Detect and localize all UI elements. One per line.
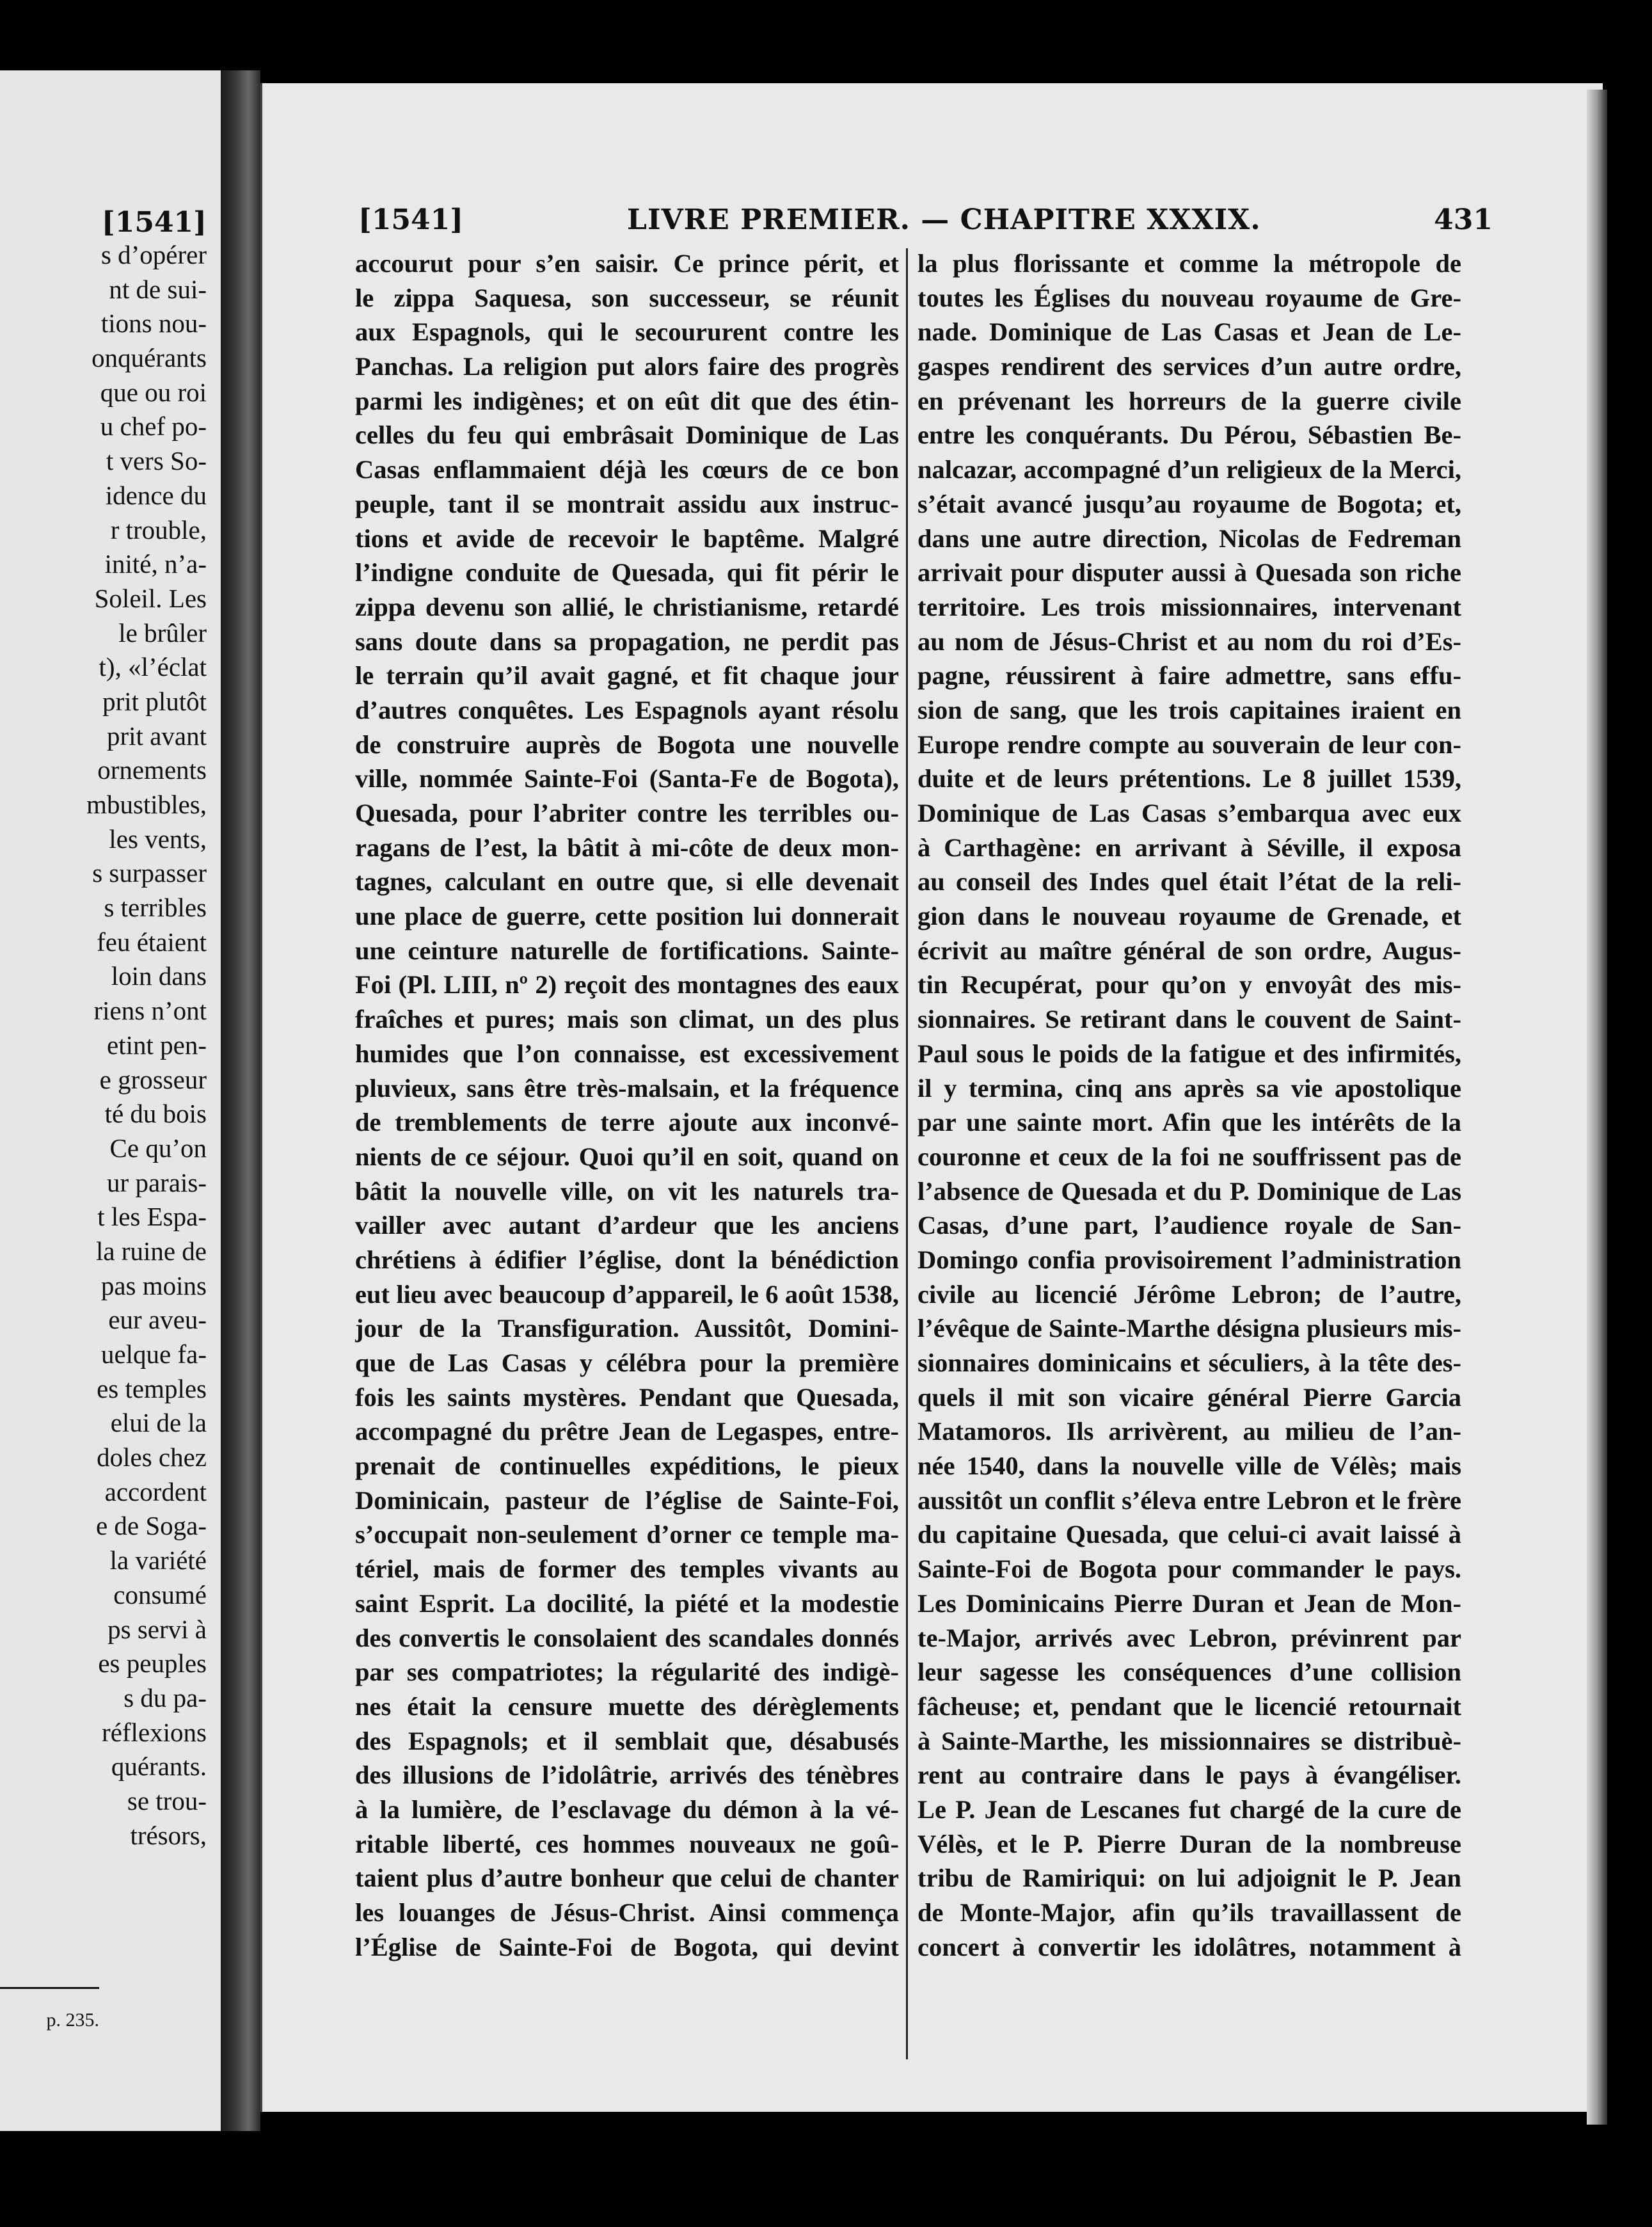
text-line: le brûler [118,618,207,648]
text-line: ur parais- [107,1167,207,1197]
text-line: l’indigne conduite de Quesada, qui fit périr le [355,558,899,587]
text-line: que ou roi [100,377,207,407]
text-column-left [355,246,899,1964]
text-line: nt de sui- [109,274,207,304]
text-line: loin dans [111,961,207,991]
left-page-footnote: p. 235. [46,2009,99,2031]
text-line: Ce qu’on [109,1133,207,1163]
text-line: à Carthagène: en arrivant à Séville, il exposa [917,833,1461,862]
text-line: des Espagnols; et il semblait que, désabusés [355,1726,899,1755]
text-line: taient plus d’autre bonheur que celui de chanter [355,1864,899,1893]
text-line: Le P. Jean de Lescanes fut chargé de la cure de [917,1794,1461,1824]
text-line: leur sagesse les conséquences d’une collision [917,1657,1461,1687]
text-line: t les Espa- [97,1202,207,1232]
text-line: pas moins [100,1270,207,1300]
text-line: l’évêque de Sainte-Marthe désigna plusieurs mis- [917,1314,1461,1343]
text-line: prenait de continuelles expéditions, le pieux [355,1451,899,1481]
text-line: au nom de Jésus-Christ et au nom du roi d’Es- [917,627,1461,656]
text-line: tions nou- [100,308,207,339]
text-line: à la lumière, de l’esclavage du démon à la vé- [355,1794,899,1824]
text-line: ornements [97,755,207,785]
text-line: Domingo confia provisoirement l’administration [917,1245,1461,1274]
text-line: e de Soga- [95,1511,207,1541]
text-line: zippa devenu son allié, le christianisme, retardé [355,592,899,621]
text-line: d’autres conquêtes. Les Espagnols ayant résolu [355,695,899,724]
text-line: consumé [113,1579,207,1609]
text-line: nients de ce séjour. Quoi qu’il en soit, quand on [355,1142,899,1171]
text-line: les vents, [109,824,207,854]
text-line: sionnaires. Se retirant dans le couvent de Saint- [917,1005,1461,1034]
text-line: parmi les indigènes; et on eût dit que des étin- [355,386,899,415]
text-line: pagne, réussirent à faire admettre, sans effu- [917,661,1461,690]
text-line: gion dans le nouveau royaume de Grenade, et [917,902,1461,931]
text-line: feu étaient [97,927,207,957]
page-edge [1587,90,1607,2125]
text-line: tagnes, calculant en outre que, si elle devenait [355,867,899,897]
text-line: aussitôt un conflit s’éleva entre Lebron et le frère [917,1485,1461,1515]
text-line: elui de la [110,1408,207,1438]
text-line: duite et de leurs prétentions. Le 8 juillet 1539, [917,764,1461,794]
text-line: née 1540, dans la nouvelle ville de Vélès; mais [917,1451,1461,1481]
running-header [358,204,1493,242]
text-line: fraîches et pures; mais son climat, un des plus [355,1005,899,1034]
text-line: eur aveu- [108,1305,207,1335]
text-line: tin Recupérat, pour qu’on y envoyât des mis- [917,970,1461,1000]
text-line: de tremblements de terre ajoute aux inconvé- [355,1108,899,1137]
text-line: Les Dominicains Pierre Duran et Jean de Mon- [917,1588,1461,1618]
text-line: Dominique de Las Casas s’embarqua avec eux [917,799,1461,827]
text-line: une place de guerre, cette position lui donnerait [355,902,899,931]
left-page-text [0,238,207,1853]
text-line: s surpasser [92,858,207,888]
text-line: tériel, mais de former des temples vivants au [355,1554,899,1584]
text-line: doles chez [97,1442,207,1473]
text-line: Matamoros. Ils arrivèrent, au milieu de l’an- [917,1417,1461,1446]
text-line: etint pen- [107,1030,207,1060]
column-divider [906,248,908,2059]
text-line: toutes les Églises du nouveau royaume de Gre- [917,283,1461,312]
text-line: l’absence de Quesada et du P. Dominique de Las [917,1176,1461,1206]
page-number: 431 [1434,204,1493,236]
text-line: la variété [109,1545,207,1576]
text-line: ps servi à [107,1614,207,1644]
text-line: s’était avancé jusqu’au royaume de Bogota; et, [917,489,1461,518]
text-line: prit plutôt [102,686,207,716]
text-line: en prévenant les horreurs de la guerre civile [917,386,1461,415]
text-line: s’occupait non-seulement d’orner ce temple ma- [355,1520,899,1549]
text-line: quels il mit son vicaire général Pierre Garcia [917,1382,1461,1412]
text-line: té du bois [104,1099,207,1129]
text-line: sionnaires dominicains et séculiers, à la tête des- [917,1348,1461,1377]
text-line: territoire. Les trois missionnaires, intervenant [917,592,1461,621]
text-line: par une sainte mort. Afin que les intérêts de la [917,1108,1461,1137]
text-line: prit avant [107,721,207,751]
text-line: nalcazar, accompagné d’un religieux de la Merci, [917,455,1461,484]
text-line: réflexions [102,1717,207,1747]
text-line: dans une autre direction, Nicolas de Fedreman [917,523,1461,553]
text-line: bâtit la nouvelle ville, on vit les naturels tra- [355,1176,899,1206]
text-line: la ruine de [95,1236,207,1266]
text-line: au conseil des Indes quel était l’état de la reli- [917,867,1461,897]
text-line: sion de sang, que les trois capitaines iraient en [917,695,1461,724]
text-line: Foi (Pl. LIII, nº 2) reçoit des montagnes des eaux [355,970,899,1000]
text-line: écrivit au maître général de son ordre, Augus- [917,936,1461,965]
text-line: ville, nommée Sainte-Foi (Santa-Fe de Bogota), [355,764,899,794]
text-line: Casas, d’une part, l’audience royale de San- [917,1211,1461,1240]
text-line: du capitaine Quesada, que celui-ci avait laissé à [917,1520,1461,1549]
text-line: une ceinture naturelle de fortifications. Sainte- [355,936,899,965]
text-line: onquérants [91,343,207,373]
text-line: accourut pour s’en saisir. Ce prince périt, et [355,249,899,278]
text-line: de Monte-Major, afin qu’ils travaillassent de [917,1898,1461,1927]
text-line: e grosseur [99,1064,207,1094]
header-title: LIVRE PREMIER. — CHAPITRE XXXIX. [627,204,1261,236]
text-line: des convertis le consolaient des scandales donnés [355,1623,899,1652]
text-line: des illusions de l’idolâtrie, arrivés des ténèbres [355,1760,899,1790]
text-line: t vers So- [106,446,207,476]
right-page [260,83,1603,2112]
text-line: Vélès, et le P. Pierre Duran de la nombreuse [917,1829,1461,1858]
header-year: [1541] [358,204,464,236]
text-line: s d’opérer [100,240,207,269]
left-page [0,70,223,2131]
text-line: s du pa- [123,1682,207,1712]
text-line: de construire auprès de Bogota une nouvelle [355,730,899,759]
text-line: les louanges de Jésus-Christ. Ainsi commença [355,1898,899,1927]
text-line: t), «l’éclat [99,652,207,682]
text-line: accompagné du prêtre Jean de Legaspes, entre- [355,1417,899,1446]
text-line: chrétiens à édifier l’église, dont la bénédiction [355,1245,899,1274]
text-line: Dominicain, pasteur de l’église de Sainte-Foi, [355,1485,899,1515]
text-line: r trouble, [110,515,207,545]
text-line: riens n’ont [93,996,207,1026]
text-line: Europe rendre compte au souverain de leur con- [917,730,1461,759]
text-line: concert à convertir les idolâtres, notamment à [917,1932,1461,1961]
text-line: trésors, [130,1820,207,1850]
text-line: es temples [97,1373,207,1403]
text-line: accordent [104,1476,207,1506]
text-line: entre les conquérants. Du Pérou, Sébastien Be- [917,420,1461,450]
text-line: arrivait pour disputer aussi à Quesada son riche [917,558,1461,587]
text-line: civile au licencié Jérôme Lebron; de l’autre, [917,1279,1461,1309]
book-gutter [221,70,260,2131]
text-line: Panchas. La religion put alors faire des progrès [355,352,899,381]
text-line: s terribles [104,893,207,923]
left-page-header: [1541] [101,206,207,239]
text-line: nade. Dominique de Las Casas et Jean de Le- [917,317,1461,347]
text-line: mbustibles, [86,790,207,819]
text-line: il y termina, cinq ans après sa vie apostolique [917,1073,1461,1103]
text-line: humides que l’on connaisse, est excessivement [355,1039,899,1068]
text-line: couronne et ceux de la foi ne souffrissent pas de [917,1142,1461,1171]
text-line: tions et avide de recevoir le baptême. Malgré [355,523,899,553]
text-line: le zippa Saquesa, son successeur, se réunit [355,283,899,312]
text-line: uelque fa- [100,1339,207,1369]
text-line: sans doute dans sa propagation, ne perdit pas [355,627,899,656]
text-line: inité, n’a- [104,549,207,579]
text-line: eut lieu avec beaucoup d’appareil, le 6 août 1538, [355,1279,899,1309]
text-line: tribu de Ramiriqui: on lui adjoignit le P. Jean [917,1864,1461,1893]
text-line: Paul sous le poids de la fatigue et des infirmités, [917,1039,1461,1068]
text-line: quérants. [111,1752,207,1782]
text-line: se trou- [127,1785,207,1816]
text-line: ragans de l’est, la bâtit à mi-côte de deux mon- [355,833,899,862]
text-line: vailler avec autant d’ardeur que les anciens [355,1211,899,1240]
text-line: par ses compatriotes; la régularité des indigè- [355,1657,899,1687]
text-line: l’Église de Sainte-Foi de Bogota, qui devint [355,1932,899,1961]
text-line: à Sainte-Marthe, les missionnaires se distribuè- [917,1726,1461,1755]
text-line: pluvieux, sans être très-malsain, et la fréquence [355,1073,899,1103]
text-line: nes était la censure muette des dérèglements [355,1691,899,1721]
text-line: jour de la Transfiguration. Aussitôt, Domini- [355,1314,899,1343]
text-line: es peuples [98,1648,207,1679]
text-line: fâcheuse; et, pendant que le licencié retournait [917,1691,1461,1721]
text-line: Quesada, pour l’abriter contre les terribles ou- [355,799,899,827]
text-line: celles du feu qui embrâsait Dominique de Las [355,420,899,450]
text-line: fois les saints mystères. Pendant que Quesada, [355,1382,899,1412]
text-line: te-Major, arrivés avec Lebron, prévinrent par [917,1623,1461,1652]
text-line: aux Espagnols, qui le secoururent contre les [355,317,899,347]
text-line: Soleil. Les [94,583,207,613]
text-line: rent au contraire dans le pays à évangéliser. [917,1760,1461,1790]
text-line: Sainte-Foi de Bogota pour commander le pays. [917,1554,1461,1584]
text-line: ritable liberté, ces hommes nouveaux ne goû- [355,1829,899,1858]
text-line: peuple, tant il se montrait assidu aux instruc- [355,489,899,518]
text-line: que de Las Casas y célébra pour la première [355,1348,899,1377]
text-line: Casas enflammaient déjà les cœurs de ce bon [355,455,899,484]
text-line: gaspes rendirent des services d’un autre ordre, [917,352,1461,381]
text-line: u chef po- [100,411,207,442]
text-line: la plus florissante et comme la métropole de [917,249,1461,278]
text-column-right [917,246,1461,1964]
text-line: le terrain qu’il avait gagné, et fit chaque jour [355,661,899,690]
text-line: idence du [105,480,207,510]
text-line: saint Esprit. La docilité, la piété et la modestie [355,1588,899,1618]
footnote-rule [0,1987,99,1989]
